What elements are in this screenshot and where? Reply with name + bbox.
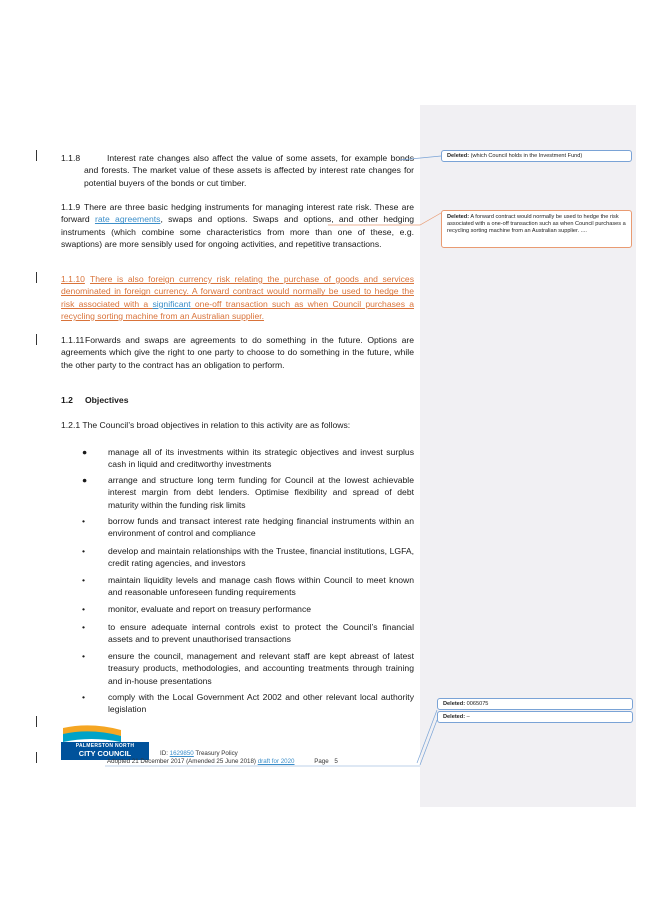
balloon-text: – [466, 714, 470, 720]
inserted-text: one-off transaction such as when Council purchases a recycling sorting machine from an Australian supplier. [61, 298, 414, 321]
bullet-marker: ● [82, 475, 88, 485]
footer-page-label: Page [314, 758, 329, 765]
list-item-text: develop and maintain relationships with the Trustee, financial institutions, LGFA, credit rating agencies, and investors [108, 546, 414, 569]
footer-id-value[interactable]: 1629850 [169, 750, 194, 757]
inserted-text[interactable]: rate agreements [94, 214, 161, 225]
balloon-text: (which Council holds in the Investment Fund) [470, 153, 583, 159]
list-item-text: comply with the Local Government Act 2002 and other relevant local authority legislation [108, 692, 414, 715]
logo-line-1: PALMERSTON NORTH [75, 743, 135, 749]
footer-adopted-line [107, 758, 338, 765]
leader-line [417, 710, 437, 763]
balloon-label: Deleted: [443, 714, 466, 720]
balloon-label: Deleted: [447, 153, 470, 159]
list-item-text: monitor, evaluate and report on treasury performance [108, 604, 312, 614]
bullet-marker: • [82, 604, 86, 614]
bullet-marker: • [82, 575, 86, 585]
footer-page-number: 5 [334, 758, 338, 765]
balloon-text: 0065075 [466, 701, 489, 707]
list-item-text: arrange and structure long term funding for Council at the lowest achievable interest margin from debt lenders. Optimise flexibility and spread of debt maturity within the funding risk limits [108, 475, 414, 510]
list-item-text: to ensure adequate internal controls exist to protect the Council’s financial assets and to prevent unauthorised transactions [108, 622, 414, 645]
paragraph-text: Forwards and swaps are agreements to do something in the future. Options are agreements which give the right to one party to choose to do something in the future, while the other party to the contract has an obligation to perform. [61, 335, 414, 370]
list-item-text: borrow funds and transact interest rate hedging financial instruments within an environment of control and compliance [108, 516, 414, 539]
balloon-label: Deleted: [447, 214, 470, 220]
section-title: Objectives [85, 395, 129, 405]
paragraph-number: 1.1.9 [61, 202, 81, 212]
balloon-label: Deleted: [443, 701, 466, 707]
paragraph-text: , swaps and options. Swaps and options, and other hedging instruments (which combine some characteristics from more than one of these, e.g. swaptions) are more sensibly used for ongoing activities, and repetitive transactions. [61, 214, 414, 249]
balloon-text: A forward contract would normally be used to hedge the risk associated with a one-off transaction such as when Council purchases a recycling sorting machine from an Australian supplier. [447, 214, 626, 234]
paragraph-number: 1.2.1 [61, 420, 81, 430]
bullet-marker: • [82, 651, 86, 661]
bullet-marker: • [82, 516, 86, 526]
list-item-text: maintain liquidity levels and manage cash flows within Council to meet known and reasonable unforeseen funding requirements [108, 575, 414, 598]
list-item-text: ensure the council, management and relevant staff are kept abreast of latest treasury products, methodologies, and accounting treatments through training and in-house presentations [108, 651, 414, 686]
bullet-marker: ● [82, 447, 88, 457]
leader-line [420, 720, 437, 765]
footer-id-line [160, 750, 238, 757]
list-item-text: manage all of its investments within its strategic objectives and invest surplus cash in liquid and creditworthy investments [108, 447, 414, 470]
inserted-text: significant [152, 298, 191, 309]
bullet-marker: • [82, 692, 86, 702]
logo-line-2: CITY COUNCIL [78, 749, 132, 758]
bullet-marker: • [82, 546, 86, 556]
paragraph-text: Interest rate changes also affect the value of some assets, for example bonds and forests. The market value of these assets is affected by interest rate changes for potential buyers of the bonds or cut timber. [84, 153, 414, 188]
paragraph-text: The Council’s broad objectives in relation to this activity are as follows: [82, 420, 351, 430]
section-number: 1.2 [61, 395, 73, 405]
leader-line [400, 156, 441, 160]
footer-doc-title: Treasury Policy [195, 750, 238, 757]
balloon-more: .... [580, 228, 587, 234]
paragraph-number: 1.1.8 [61, 153, 81, 163]
footer-adopted: Adopted 21 December 2017 (Amended 25 June 2018) [107, 758, 256, 765]
bullet-marker: • [82, 622, 86, 632]
footer-id-label: ID: [160, 750, 168, 757]
paragraph-number: 1.1.11 [61, 335, 85, 345]
inserted-text: There is also foreign currency risk relating the purchase of goods and services denominated in foreign currency. A forward contract would normally be used to hedge the risk associated with a [61, 274, 414, 309]
paragraph-text: There are three basic hedging instruments for managing interest rate risk. These are forward [61, 202, 414, 225]
council-logo [61, 722, 149, 760]
paragraph-number: 1.1.10 [61, 274, 85, 284]
leader-line [328, 213, 441, 225]
footer-draft[interactable]: draft for 2020 [257, 758, 295, 765]
